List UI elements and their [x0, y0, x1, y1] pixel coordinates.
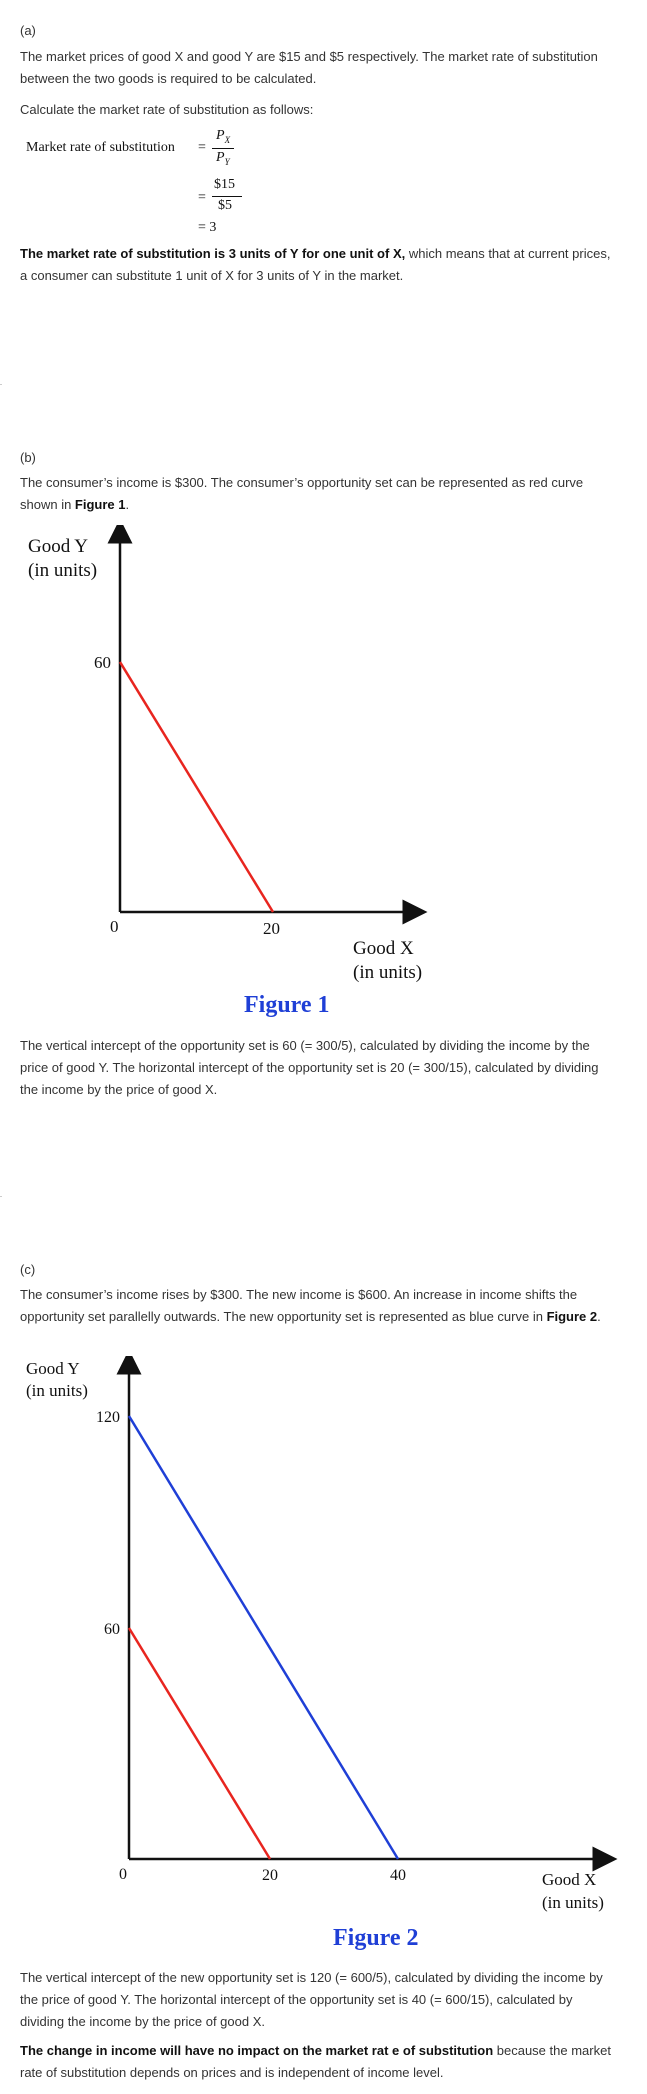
formula-eq-2: =	[198, 190, 206, 205]
part-c-label: (c)	[20, 1262, 36, 1277]
y-axis-unit: (in units)	[28, 560, 98, 581]
opportunity-set-line	[120, 662, 273, 912]
figure-2-ref: Figure 2	[546, 1309, 598, 1324]
origin-label: 0	[119, 1866, 127, 1883]
y-axis-unit: (in units)	[26, 1381, 88, 1400]
part-a-instruction: Calculate the market rate of substitution as follows:	[20, 102, 314, 117]
part-c-conclusion-rest: because the market rate of substitution depends on prices and is independent of income level.	[20, 2043, 611, 2080]
part-a-conclusion	[20, 243, 620, 287]
x-axis-label: Good X	[542, 1870, 597, 1889]
formula-lhs: Market rate of substitution	[26, 140, 175, 155]
y-axis-label: Good Y	[28, 536, 88, 557]
figure-1-title: Figure 1	[244, 992, 330, 1018]
part-c-explanation: The vertical intercept of the new opportunity set is 120 (= 600/5), calculated by dividing the income by the price of good Y. The horizontal intercept of the opportunity set is 40 (= 600/15), calculated by dividing the income by the price of good X.	[20, 1970, 603, 2029]
part-b-explanation: The vertical intercept of the opportunity set is 60 (= 300/5), calculated by dividing the income by the price of good Y. The horizontal intercept of the opportunity set is 20 (= 300/15), calculated by dividing the income by the price of good X.	[20, 1038, 599, 1097]
figure-2-graph	[20, 1356, 620, 1916]
x-axis-unit: (in units)	[542, 1893, 604, 1912]
y-intercept-label: 60	[94, 653, 111, 672]
part-a-conclusion-bold: The market rate of substitution is 3 units of Y for one unit of X,	[20, 246, 406, 261]
y-intercept-low-label: 60	[104, 1621, 120, 1638]
new-opportunity-set-line	[129, 1416, 398, 1859]
part-b-label: (b)	[20, 450, 36, 465]
figure-1-ref: Figure 1	[74, 497, 126, 512]
original-opportunity-set-line	[129, 1628, 270, 1859]
part-c-conclusion	[20, 2040, 620, 2084]
formula-eq-1: =	[198, 140, 206, 155]
part-a-label: (a)	[20, 23, 36, 38]
part-a-intro: The market prices of good X and good Y are $15 and $5 respectively. The market rate of substitution between the two goods is required to be calculated.	[20, 49, 598, 86]
formula-result: = 3	[198, 220, 217, 235]
figure-2-title: Figure 2	[333, 1925, 419, 1951]
fraction-bar	[212, 148, 234, 149]
formula-denominator-value: $5	[218, 198, 232, 213]
part-b-intro: The consumer’s income is $300. The consumer’s opportunity set can be represented as red curve shown in Figure 1.	[20, 475, 584, 512]
formula-denominator: $P_Y$	[216, 150, 230, 167]
formula-numerator-value: $15	[214, 177, 235, 192]
fraction-bar	[212, 196, 242, 197]
part-c-intro: The consumer’s income rises by $300. The new income is $600. An increase in income shifts the opportunity set parallelly outwards. The new opportunity set is represented as blue curve in Figure 2.	[20, 1287, 601, 1324]
part-a-conclusion-rest: which means that at current prices, a consumer can substitute 1 unit of X for 3 units of Y in the market.	[20, 246, 611, 283]
x-intercept-low-label: 20	[262, 1867, 278, 1884]
origin-label: 0	[110, 917, 119, 936]
y-axis-label: Good Y	[26, 1359, 80, 1378]
y-intercept-high-label: 120	[96, 1409, 120, 1426]
formula-numerator: $P_X$	[216, 128, 231, 145]
x-intercept-high-label: 40	[390, 1867, 406, 1884]
margin-mark	[0, 1196, 2, 1197]
x-axis-label: Good X	[353, 938, 414, 959]
margin-mark	[0, 384, 2, 385]
part-c-conclusion-bold: The change in income will have no impact on the market rat e of substitution	[20, 2043, 494, 2058]
formula	[26, 126, 326, 236]
x-intercept-label: 20	[263, 919, 280, 938]
figure-1-graph	[20, 525, 440, 985]
x-axis-unit: (in units)	[353, 962, 423, 983]
